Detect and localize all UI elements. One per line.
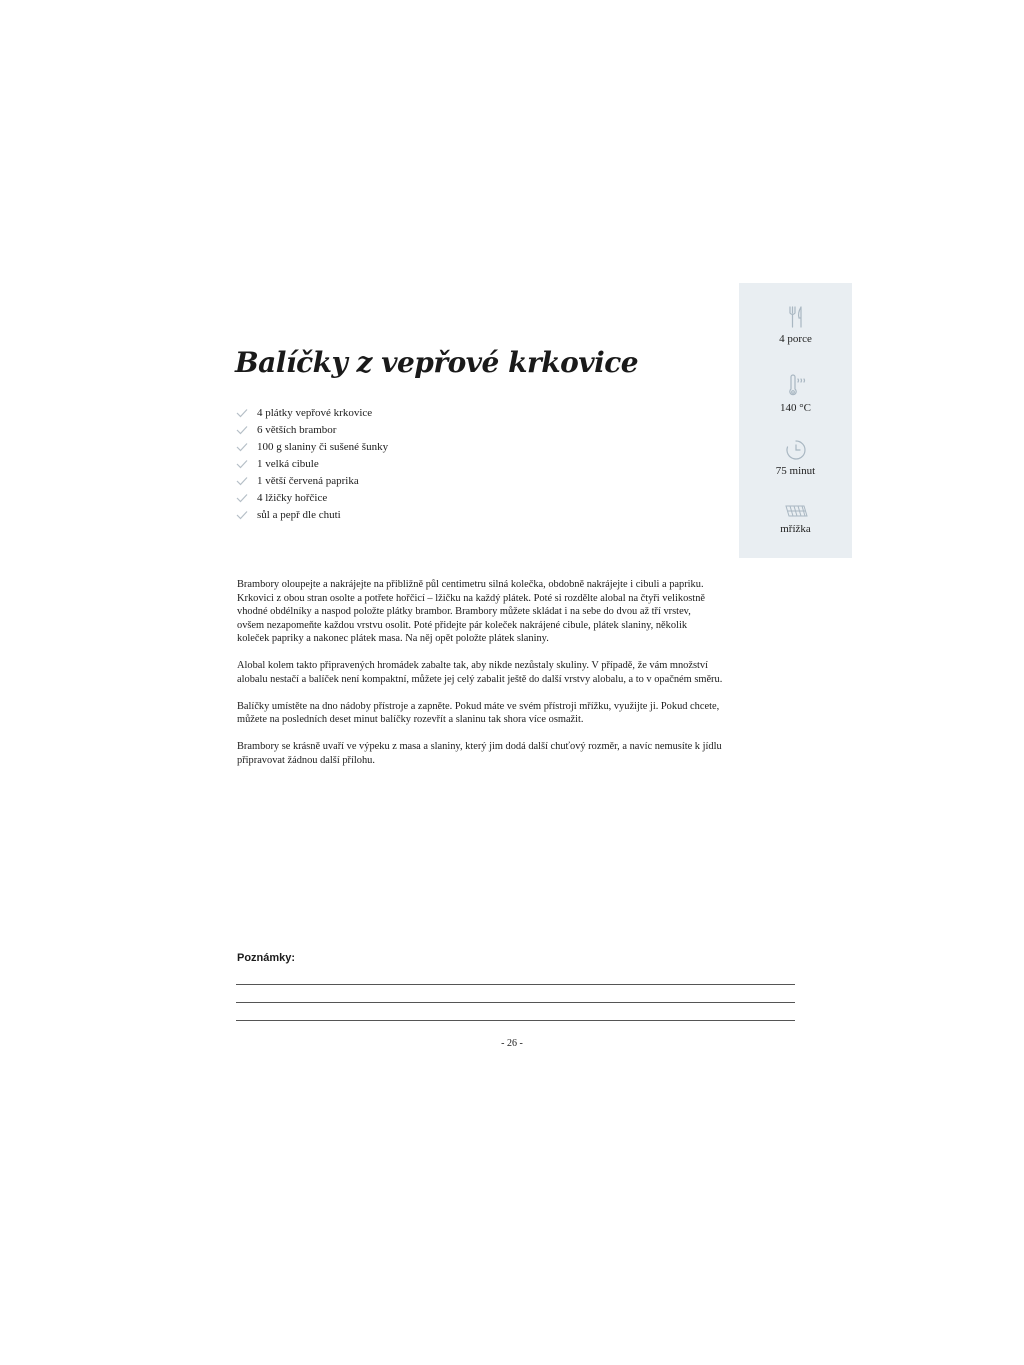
ingredient-text: 100 g slaniny či sušené šunky	[257, 440, 389, 453]
cutlery-icon	[786, 305, 806, 329]
ingredient-item	[236, 438, 388, 455]
ingredient-text: 4 plátky vepřové krkovice	[257, 406, 373, 419]
instruction-paragraph: Brambory se krásně uvaří ve výpeku z masa a slaniny, který jim dodá další chuťový rozměr, a navíc nemusíte k jídlu připravovat žádnou další přílohu.	[237, 741, 722, 766]
ingredient-item	[236, 506, 388, 523]
recipe-title: Balíčky z vepřové krkovice	[235, 346, 639, 379]
time-label: 75 minut	[775, 465, 816, 477]
ingredient-text: 4 lžičky hořčice	[257, 491, 328, 504]
recipe-info-panel	[739, 283, 852, 558]
note-line	[236, 1020, 795, 1021]
ingredient-text: sůl a pepř dle chuti	[257, 508, 341, 521]
page-number: - 26 -	[501, 1038, 523, 1049]
note-line	[236, 984, 795, 985]
servings-label: 4 porce	[779, 333, 812, 345]
ingredient-item	[236, 404, 388, 421]
ingredient-item	[236, 489, 388, 506]
accessory-info	[739, 503, 852, 535]
time-info	[739, 439, 852, 477]
checkmark-icon	[236, 510, 248, 520]
instruction-paragraph: Brambory oloupejte a nakrájejte na přibližně půl centimetru silná kolečka, obdobně nakrájejte i cibuli a papriku. Krkovici z obou stran osolte a potřete hořčicí – lžičku na každý plátek. Poté si rozdělte alobal na čtyři velikostně vhodné obdélníky a naspod položte plátky brambor. Brambory můžete skládat i na sebe do dvou až tří vrstev, ovšem nezapomeňte každou vrstvu osolit. Poté přidejte pár koleček nakrájené cibule, plátek slaniny, několik koleček papriky a nakonec plátek masa. Na něj opět položte plátek slaniny.	[237, 579, 706, 644]
ingredient-list	[236, 404, 388, 523]
ingredient-text: 6 větších brambor	[257, 423, 337, 436]
ingredient-text: 1 velká cibule	[257, 457, 319, 470]
temperature-label: 140 °C	[780, 402, 811, 414]
checkmark-icon	[236, 408, 248, 418]
instructions	[237, 578, 797, 781]
clock-icon	[785, 439, 807, 461]
servings-info	[739, 305, 852, 345]
checkmark-icon	[236, 442, 248, 452]
instruction-paragraph: Balíčky umístěte na dno nádoby přístroje a zapněte. Pokud máte ve svém přístroji mřížku, využijte ji. Pokud chcete, můžete na posledních deset minut balíčky rozevřít a slaninu tak shora více osmažit.	[237, 700, 720, 725]
ingredient-item	[236, 421, 388, 438]
checkmark-icon	[236, 425, 248, 435]
notes-heading: Poznámky:	[237, 952, 296, 964]
thermometer-icon	[785, 374, 807, 398]
note-line	[236, 1002, 795, 1003]
checkmark-icon	[236, 493, 248, 503]
grill-rack-icon	[783, 503, 809, 519]
checkmark-icon	[236, 459, 248, 469]
accessory-label: mřížka	[780, 523, 811, 535]
checkmark-icon	[236, 476, 248, 486]
ingredient-item	[236, 455, 388, 472]
ingredient-text: 1 větší červená paprika	[257, 474, 359, 487]
instruction-paragraph: Alobal kolem takto připravených hromádek zabalte tak, aby nikde nezůstaly skuliny. V případě, že vám množství alobalu nestačí a balíček není kompaktní, můžete jej celý zabalit ještě do další vrstvy alobalu, a to v opačném směru.	[237, 660, 723, 685]
temperature-info	[739, 374, 852, 414]
ingredient-item	[236, 472, 388, 489]
